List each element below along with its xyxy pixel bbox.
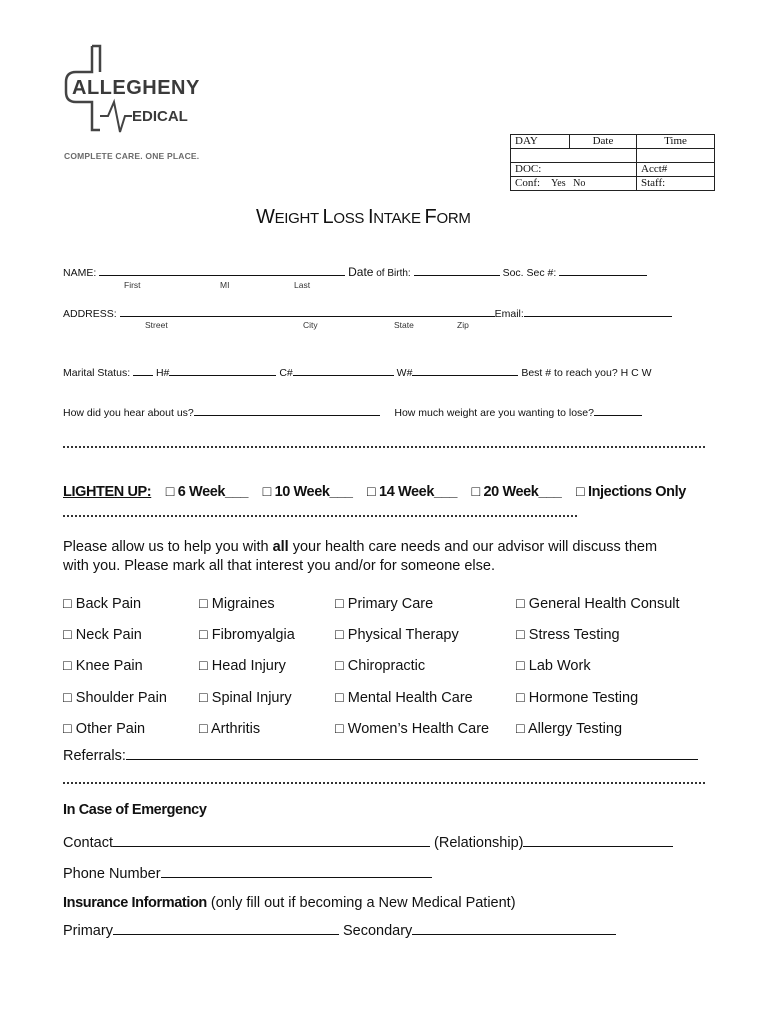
zip-caption: Zip (457, 320, 469, 330)
interest-chiropractic[interactable]: □ Chiropractic (335, 658, 426, 675)
street-caption: Street (145, 320, 168, 330)
referral-source-row (63, 404, 642, 419)
interest-allergy-testing[interactable]: □ Allergy Testing (516, 720, 623, 737)
office-date-cell: Date (570, 135, 637, 149)
office-conf-cell: Conf: Yes No (511, 177, 637, 191)
state-caption: State (394, 320, 414, 330)
section-divider (63, 782, 705, 784)
work-phone-field[interactable] (412, 364, 518, 376)
mi-caption: MI (220, 280, 230, 290)
home-phone-field[interactable] (169, 364, 276, 376)
ssn-label: Soc. Sec #: (502, 267, 557, 279)
dob-field[interactable] (414, 264, 500, 276)
dob-label: Date of Birth: (348, 265, 411, 279)
option-6-week[interactable]: □ 6 Week___ (165, 484, 249, 500)
interest-head-injury[interactable]: □ Head Injury (199, 658, 286, 675)
interest-other-pain[interactable]: □ Other Pain (63, 720, 146, 737)
marital-field[interactable] (133, 364, 153, 376)
interest-knee-pain[interactable]: □ Knee Pain (63, 658, 143, 675)
office-use-box (510, 134, 715, 191)
option-14-week[interactable]: □ 14 Week___ (367, 484, 457, 500)
logo-name-line1: ALLEGHENY (72, 77, 200, 99)
secondary-label: Secondary (342, 923, 413, 939)
interest-stress-testing[interactable]: □ Stress Testing (516, 627, 620, 644)
email-field[interactable] (524, 305, 672, 317)
address-field[interactable] (120, 305, 495, 317)
interest-general-health-consult[interactable]: □ General Health Consult (516, 596, 680, 612)
interest-lab-work[interactable]: □ Lab Work (516, 658, 591, 675)
interest-physical-therapy[interactable]: □ Physical Therapy (335, 627, 459, 644)
insurance-heading-row (63, 895, 516, 911)
intro-line-2: with you. Please mark all that interest you and/or for someone else. (63, 558, 495, 574)
option-20-week[interactable]: □ 20 Week___ (471, 484, 562, 500)
office-doc-cell: DOC: (511, 163, 637, 177)
primary-insurance-field[interactable] (113, 921, 339, 935)
office-staff-cell: Staff: (637, 177, 715, 191)
interest-migraines[interactable]: □ Migraines (199, 596, 275, 612)
intro-line-1: Please allow us to help you with all your health care needs and our advisor will discuss them (63, 539, 658, 555)
interest-mental-health-care[interactable]: □ Mental Health Care (335, 689, 473, 706)
best-number-label: Best # to reach you? H C W (521, 367, 652, 379)
home-phone-label: H# (155, 367, 170, 379)
logo (62, 44, 212, 162)
insurance-note: (only fill out if becoming a New Medical Patient) (206, 895, 516, 911)
office-day-cell: DAY (511, 135, 570, 149)
lighten-up-label: LIGHTEN UP: (63, 484, 152, 500)
office-time-cell: Time (637, 135, 715, 149)
interest-neck-pain[interactable]: □ Neck Pain (63, 627, 142, 644)
interest-column-1 (63, 589, 167, 745)
interest-womens-health-care[interactable]: □ Women’s Health Care (335, 720, 490, 737)
insurance-row (63, 921, 616, 939)
referrals-row (63, 746, 698, 764)
interest-column-3 (335, 589, 489, 745)
address-row (63, 305, 672, 320)
emergency-phone-row (63, 864, 432, 882)
phone-number-label: Phone Number (63, 866, 161, 882)
ssn-field[interactable] (559, 264, 647, 276)
office-acct-cell: Acct# (637, 163, 715, 177)
emergency-heading: In Case of Emergency (63, 802, 207, 818)
weight-goal-label: How much weight are you wanting to lose? (394, 407, 594, 419)
office-blank-cell (511, 149, 637, 163)
cell-phone-field[interactable] (293, 364, 394, 376)
interest-column-2 (199, 589, 295, 745)
logo-name-line2: EDICAL (132, 108, 188, 125)
referrals-label: Referrals: (63, 748, 126, 764)
contact-label: Contact (63, 835, 113, 851)
lighten-up-row (63, 484, 686, 500)
weight-goal-field[interactable] (594, 404, 642, 416)
interest-column-4 (516, 589, 680, 745)
name-row (63, 264, 647, 279)
phone-number-field[interactable] (161, 864, 432, 878)
interest-shoulder-pain[interactable]: □ Shoulder Pain (63, 689, 167, 706)
interest-hormone-testing[interactable]: □ Hormone Testing (516, 689, 639, 706)
work-phone-label: W# (396, 367, 413, 379)
marital-label: Marital Status: (63, 367, 131, 379)
city-caption: City (303, 320, 318, 330)
address-label: ADDRESS: (63, 308, 117, 320)
interest-back-pain[interactable]: □ Back Pain (63, 596, 142, 612)
contact-field[interactable] (113, 833, 430, 847)
option-10-week[interactable]: □ 10 Week___ (262, 484, 353, 500)
section-divider (63, 515, 577, 517)
interest-fibromyalgia[interactable]: □ Fibromyalgia (199, 627, 295, 644)
interest-spinal-injury[interactable]: □ Spinal Injury (199, 689, 292, 706)
page-title: WEIGHT LOSS INTAKE FORM (256, 206, 471, 228)
relationship-field[interactable] (523, 833, 673, 847)
hear-label: How did you hear about us? (63, 407, 194, 419)
cell-phone-label: C# (279, 367, 293, 379)
relationship-label: (Relationship) (434, 835, 524, 851)
option-injections-only[interactable]: □ Injections Only (575, 484, 686, 500)
primary-label: Primary (63, 923, 113, 939)
secondary-insurance-field[interactable] (412, 921, 616, 935)
interest-arthritis[interactable]: □ Arthritis (199, 720, 261, 737)
section-divider (63, 446, 705, 448)
logo-tagline: COMPLETE CARE. ONE PLACE. (64, 151, 200, 161)
interest-primary-care[interactable]: □ Primary Care (335, 596, 434, 612)
last-caption: Last (294, 280, 311, 290)
name-field[interactable] (99, 264, 345, 276)
email-label: Email: (494, 308, 524, 320)
insurance-heading: Insurance Information (63, 895, 207, 911)
office-blank-cell (637, 149, 715, 163)
emergency-contact-row (63, 833, 673, 851)
hear-field[interactable] (194, 404, 380, 416)
referrals-field[interactable] (126, 746, 698, 760)
name-label: NAME: (63, 267, 97, 279)
phone-row (63, 364, 651, 379)
first-caption: First (124, 280, 141, 290)
